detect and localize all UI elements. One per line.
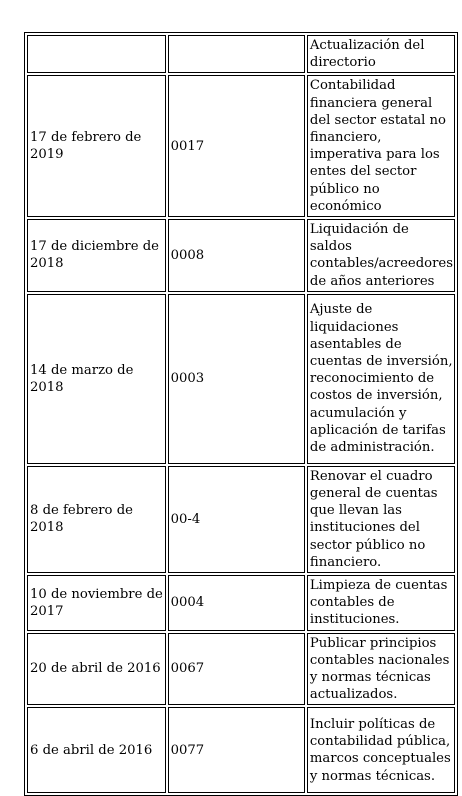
row-description: Incluir políticas de contabilidad pública, marcos conceptuales y normas técnicas.	[307, 707, 455, 793]
header-date-cell	[27, 35, 166, 73]
row-date: 14 de marzo de 2018	[27, 294, 166, 464]
row-description: Ajuste de liquidaciones asentables de cuentas de inversión, reconocimiento de costos de inversión, acumulación y aplicación de tarifas de administración.	[307, 294, 455, 464]
header-description-cell: Actualización del directorio	[307, 35, 455, 73]
table-row	[27, 219, 455, 292]
row-description: Limpieza de cuentas contables de instituciones.	[307, 575, 455, 631]
row-date: 17 de diciembre de 2018	[27, 219, 166, 292]
row-code: 0008	[168, 219, 305, 292]
row-code: 0004	[168, 575, 305, 631]
row-date: 17 de febrero de 2019	[27, 75, 166, 217]
table-row	[27, 466, 455, 573]
row-code: 0003	[168, 294, 305, 464]
table-row	[27, 75, 455, 217]
row-description: Contabilidad financiera general del sector estatal no financiero, imperativa para los entes del sector público no económico	[307, 75, 455, 217]
row-code: 00-4	[168, 466, 305, 573]
table-row	[27, 633, 455, 706]
table-header-row	[27, 35, 455, 73]
row-description: Renovar el cuadro general de cuentas que llevan las instituciones del sector público no financiero.	[307, 466, 455, 573]
header-code-cell	[168, 35, 305, 73]
row-date: 10 de noviembre de 2017	[27, 575, 166, 631]
row-date: 8 de febrero de 2018	[27, 466, 166, 573]
table-row	[27, 575, 455, 631]
row-date: 6 de abril de 2016	[27, 707, 166, 793]
table-row	[27, 294, 455, 464]
row-code: 0077	[168, 707, 305, 793]
row-description: Publicar principios contables nacionales y normas técnicas actualizados.	[307, 633, 455, 706]
row-date: 20 de abril de 2016	[27, 633, 166, 706]
row-code: 0067	[168, 633, 305, 706]
row-code: 0017	[168, 75, 305, 217]
directory-table	[24, 32, 458, 796]
table-row	[27, 707, 455, 793]
row-description: Liquidación de saldos contables/acreedores de años anteriores	[307, 219, 455, 292]
